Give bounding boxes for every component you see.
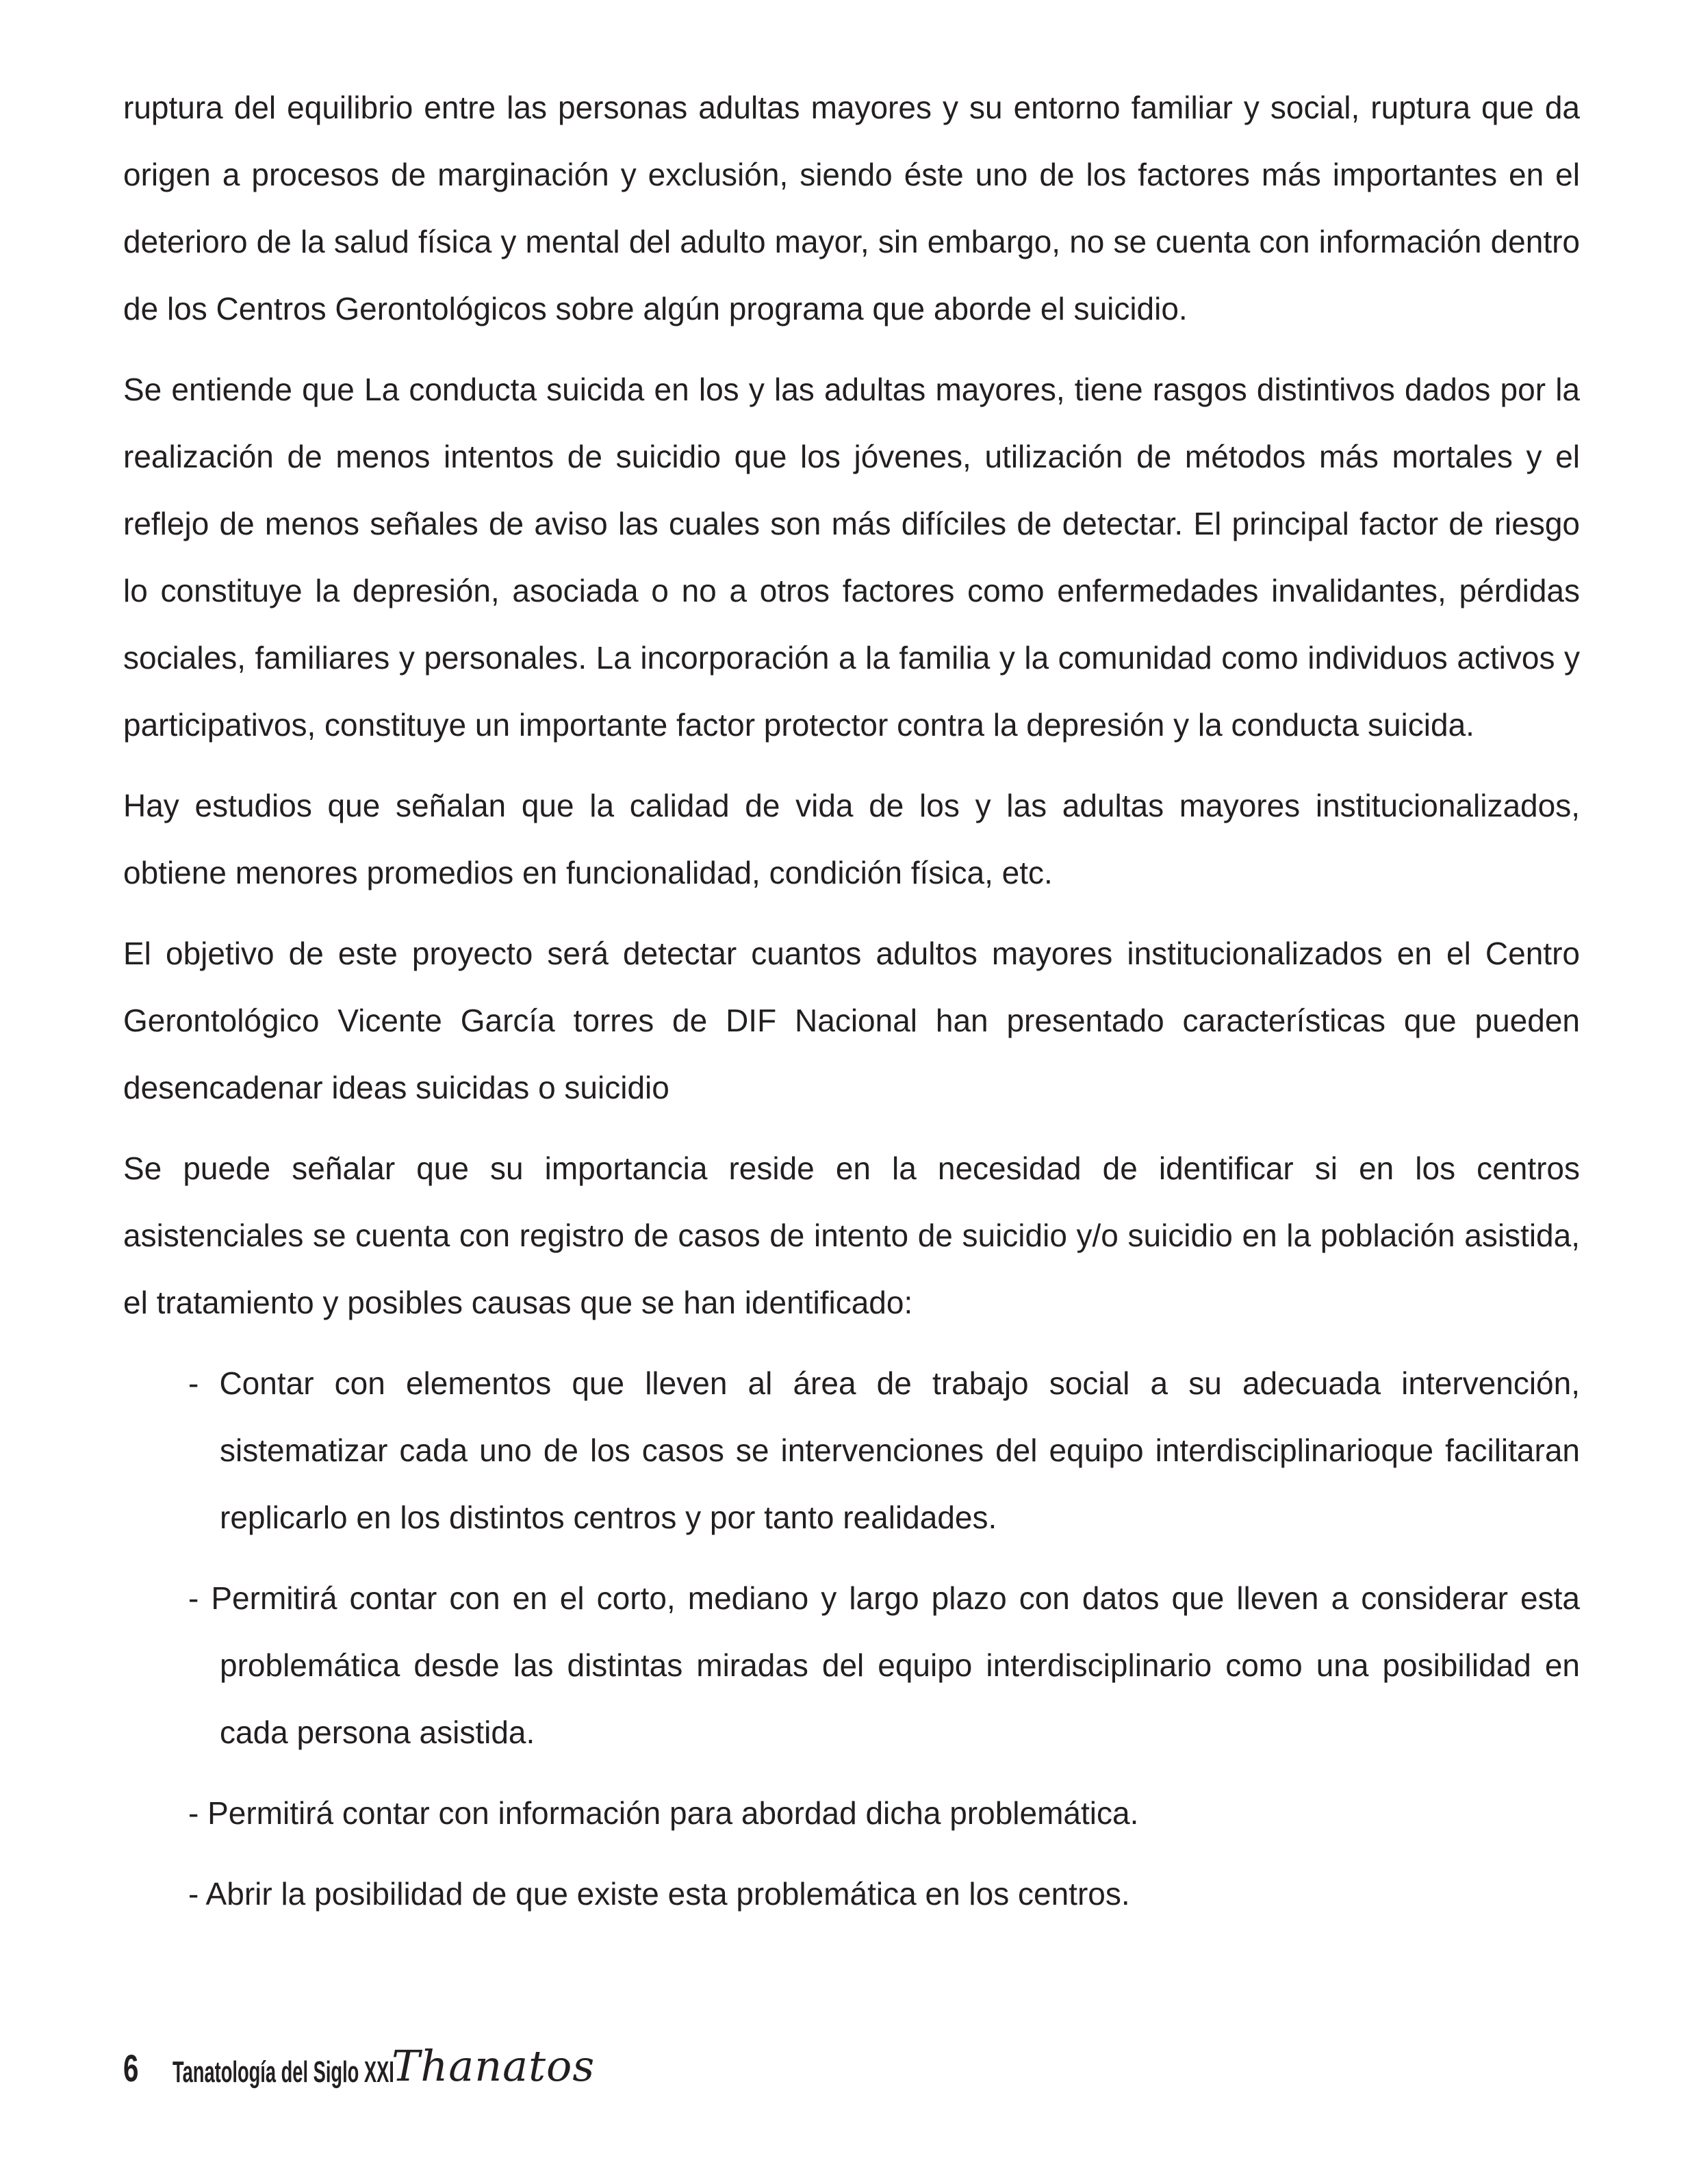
- page-footer: [123, 2026, 596, 2091]
- bullet-list: [123, 1350, 1580, 1927]
- paragraph-1: ruptura del equilibrio entre las personas adultas mayores y su entorno familiar y social, ruptura que da origen a procesos de marginación y exclusión, siendo éste uno de los factores más importantes en el deterioro de la salud física y mental del adulto mayor, sin embargo, no se cuenta con información dentro de los Centros Gerontológicos sobre algún programa que aborde el suicidio.: [123, 90, 1580, 326]
- paragraph-4: El objetivo de este proyecto será detectar cuantos adultos mayores institucionalizados en el Centro Gerontológico Vicente García torres de DIF Nacional han presentado características que pueden desencadenar ideas suicidas o suicidio: [123, 936, 1580, 1105]
- bullet-item-1: - Contar con elementos que lleven al área de trabajo social a su adecuada intervención, sistematizar cada uno de los casos se intervenciones del equipo interdisciplinarioque facilitaran replicarlo en los distintos centros y por tanto realidades.: [188, 1365, 1580, 1535]
- paragraph-2: Se entiende que La conducta suicida en los y las adultas mayores, tiene rasgos distintivos dados por la realización de menos intentos de suicidio que los jóvenes, utilización de métodos más mortales y el reflejo de menos señales de aviso las cuales son más difíciles de detectar. El principal factor de riesgo lo constituye la depresión, asociada o no a otros factores como enfermedades invalidantes, pérdidas sociales, familiares y personales. La incorporación a la familia y la comunidad como individuos activos y participativos, constituye un importante factor protector contra la depresión y la conducta suicida.: [123, 372, 1580, 743]
- bullet-item-4: - Abrir la posibilidad de que existe esta problemática en los centros.: [188, 1876, 1130, 1912]
- paragraph-5: Se puede señalar que su importancia reside en la necesidad de identificar si en los centros asistenciales se cuenta con registro de casos de intento de suicidio y/o suicidio en la población asistida, el tratamiento y posibles causas que se han identificado:: [123, 1151, 1580, 1320]
- document-body: [123, 74, 1580, 1941]
- paragraph-3: Hay estudios que señalan que la calidad de vida de los y las adultas mayores institucionalizados, obtiene menores promedios en funcionalidad, condición física, etc.: [123, 788, 1580, 890]
- journal-logo: Thanatos: [392, 2041, 596, 2091]
- bullet-item-2: - Permitirá contar con en el corto, mediano y largo plazo con datos que lleven a considerar esta problemática desde las distintas miradas del equipo interdisciplinario como una posibilidad en cada persona asistida.: [188, 1580, 1580, 1750]
- journal-name: Tanatología del Siglo XXI: [173, 2055, 394, 2089]
- page-number: 6: [123, 2046, 139, 2090]
- bullet-item-3: - Permitirá contar con información para abordad dicha problemática.: [188, 1795, 1139, 1831]
